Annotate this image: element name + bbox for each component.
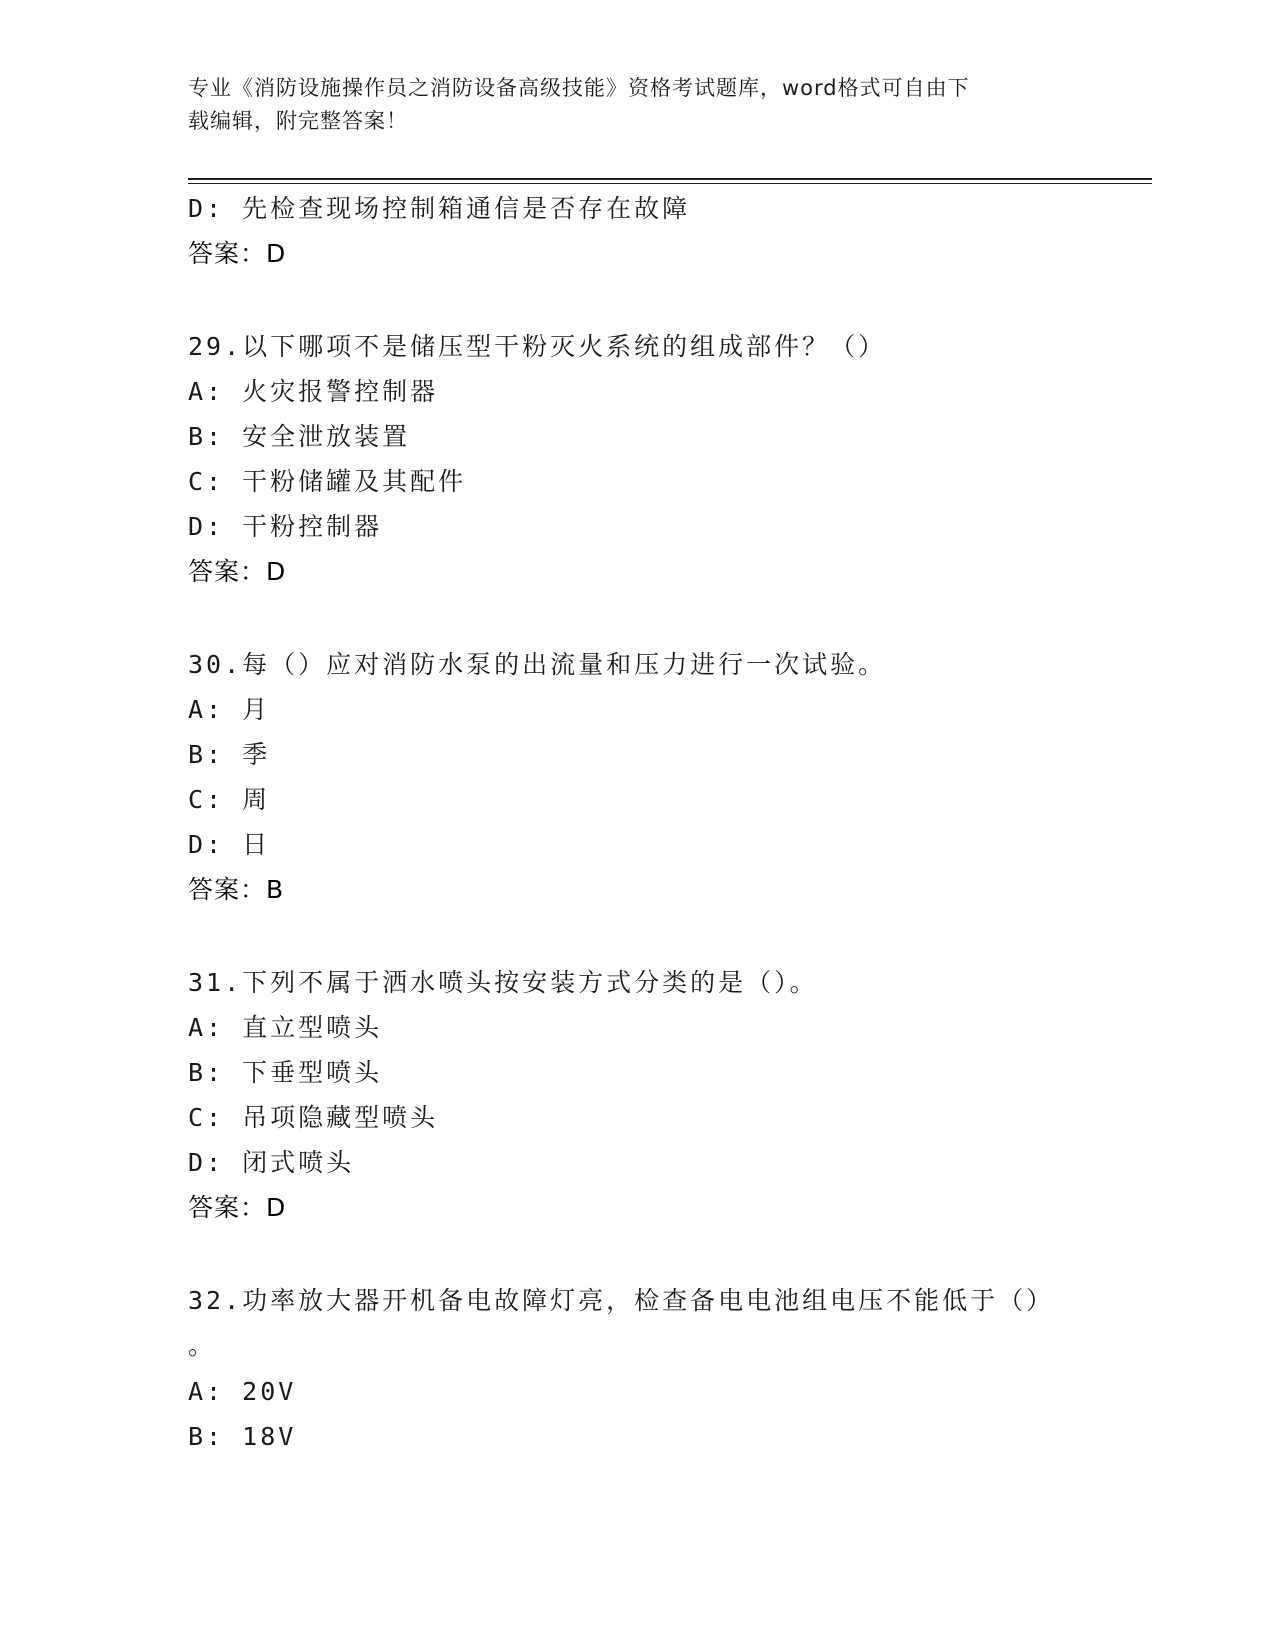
option-a: A: 月 <box>188 695 271 724</box>
question-30 <box>188 642 1088 912</box>
option-b: B: 下垂型喷头 <box>188 1058 383 1087</box>
option-a: A: 直立型喷头 <box>188 1013 383 1042</box>
question-31 <box>188 960 1088 1230</box>
document-header <box>188 72 1068 138</box>
option-a: A: 20V <box>188 1377 297 1406</box>
option-b: B: 季 <box>188 740 271 769</box>
option-d: D: 闭式喷头 <box>188 1148 355 1177</box>
question-text: 32.功率放大器开机备电故障灯亮，检查备电电池组电压不能低于（） <box>188 1286 1055 1315</box>
header-divider-thick <box>188 178 1152 180</box>
question-list <box>188 186 1088 1459</box>
header-line-1: 专业《消防设施操作员之消防设备高级技能》资格考试题库，word格式可自由下 <box>188 76 970 100</box>
question-text-continuation: 。 <box>188 1331 214 1360</box>
header-line-2: 载编辑，附完整答案！ <box>188 109 408 133</box>
question-32 <box>188 1278 1088 1459</box>
answer-label: 答案：D <box>188 239 287 268</box>
option-b: B: 安全泄放装置 <box>188 422 411 451</box>
answer-label: 答案：B <box>188 875 285 904</box>
option-a: A: 火灾报警控制器 <box>188 377 439 406</box>
answer-label: 答案：D <box>188 557 287 586</box>
option-d: D: 日 <box>188 830 271 859</box>
header-divider-thin <box>188 183 1152 184</box>
option-d: D: 先检查现场控制箱通信是否存在故障 <box>188 194 691 223</box>
option-d: D: 干粉控制器 <box>188 512 383 541</box>
question-text: 29.以下哪项不是储压型干粉灭火系统的组成部件？（） <box>188 332 887 361</box>
option-c: C: 周 <box>188 785 271 814</box>
question-text: 30.每（）应对消防水泵的出流量和压力进行一次试验。 <box>188 650 887 679</box>
question-text: 31.下列不属于洒水喷头按安装方式分类的是（）。 <box>188 968 818 997</box>
option-c: C: 干粉储罐及其配件 <box>188 467 467 496</box>
question-29 <box>188 324 1088 594</box>
option-b: B: 18V <box>188 1422 297 1451</box>
previous-question-tail <box>188 186 1088 276</box>
option-c: C: 吊项隐藏型喷头 <box>188 1103 439 1132</box>
answer-label: 答案：D <box>188 1193 287 1222</box>
